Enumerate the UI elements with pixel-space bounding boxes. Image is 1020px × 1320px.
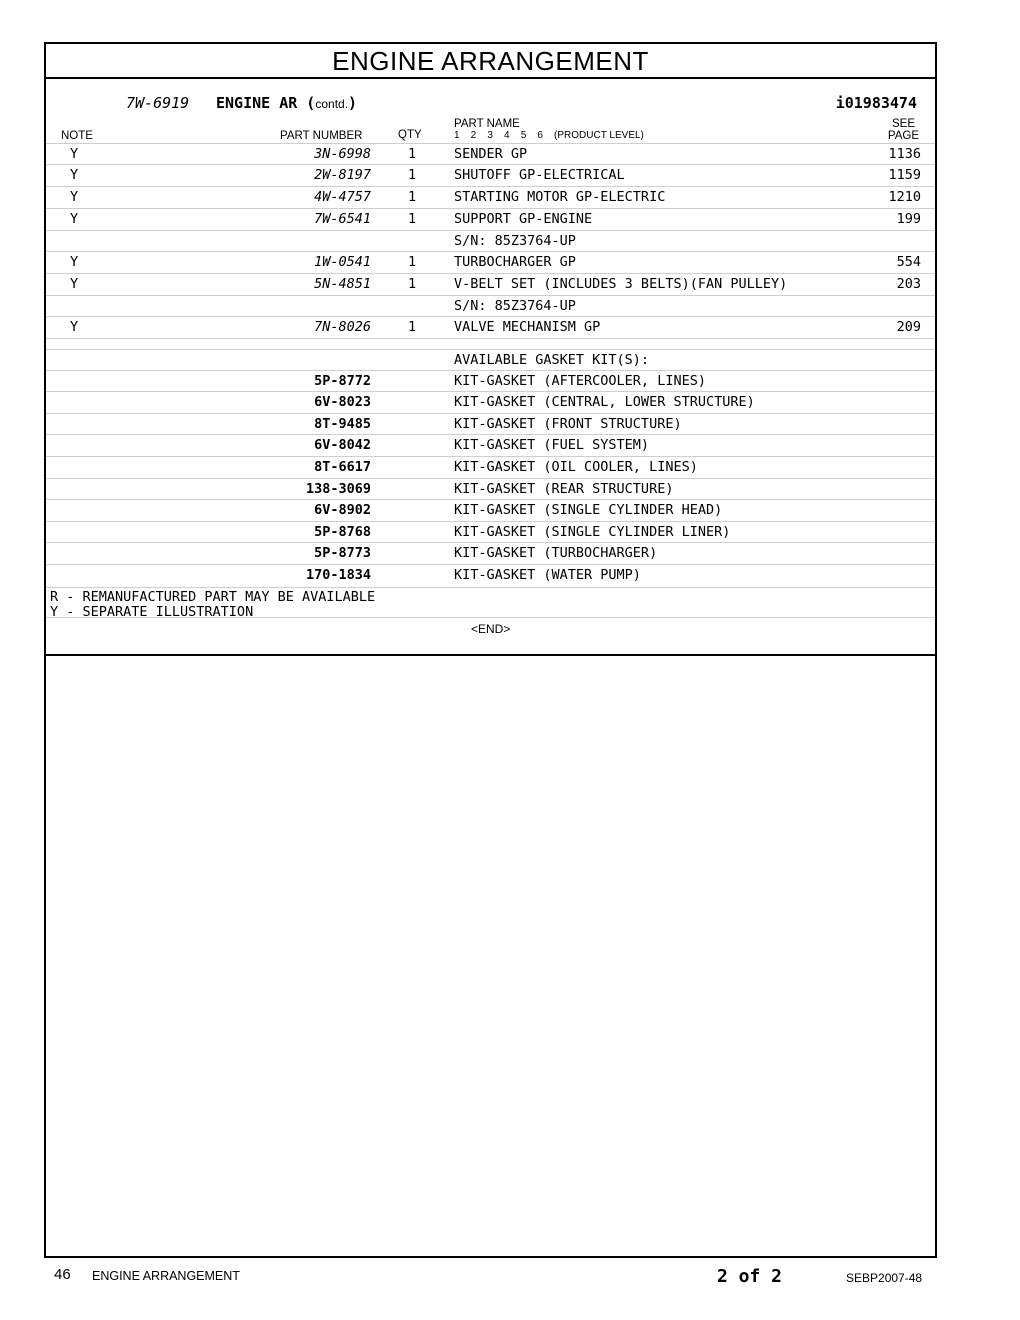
row-part-number: 138-3069 <box>305 481 371 497</box>
row-qty: 1 <box>408 189 417 205</box>
table-row <box>46 296 935 317</box>
col-part-number-header: PART NUMBER <box>280 130 363 142</box>
footer-page-of: 2 of 2 <box>717 1266 783 1287</box>
section-separator <box>46 654 935 656</box>
table-row <box>46 144 935 165</box>
table-row <box>46 371 935 392</box>
table-row <box>46 414 935 435</box>
row-part-name: SUPPORT GP-ENGINE <box>454 211 593 227</box>
footer-page-number: 46 <box>54 1266 71 1283</box>
page-footer <box>0 1266 1020 1290</box>
group-header <box>46 94 935 114</box>
col-note-header: NOTE <box>61 130 93 142</box>
row-divider <box>46 617 935 618</box>
table-row <box>46 274 935 295</box>
table-row <box>46 522 935 543</box>
row-part-name: KIT-GASKET (SINGLE CYLINDER HEAD) <box>454 502 723 518</box>
row-part-number: 2W-8197 <box>314 167 371 183</box>
row-see-page: 203 <box>896 276 921 292</box>
row-part-number: 170-1834 <box>305 567 371 583</box>
group-name <box>216 94 357 112</box>
row-part-number: 6V-8023 <box>314 394 371 410</box>
row-part-name: KIT-GASKET (TURBOCHARGER) <box>454 545 658 561</box>
footer-doc-number: SEBP2007-48 <box>846 1271 923 1285</box>
table-row <box>46 479 935 500</box>
row-part-name: V-BELT SET (INCLUDES 3 BELTS)(FAN PULLEY) <box>454 276 788 292</box>
row-qty: 1 <box>408 254 417 270</box>
table-row <box>46 543 935 564</box>
row-note: Y <box>70 254 79 270</box>
row-part-number: 8T-9485 <box>314 416 371 432</box>
row-part-number: 7W-6541 <box>314 211 371 227</box>
footer-section: ENGINE ARRANGEMENT <box>92 1269 240 1283</box>
row-part-number: 4W-4757 <box>314 189 371 205</box>
table-row <box>46 565 935 586</box>
row-part-number: 6V-8902 <box>314 502 371 518</box>
table-row <box>46 457 935 478</box>
row-note: Y <box>70 211 79 227</box>
table-row <box>46 392 935 413</box>
row-part-name: KIT-GASKET (CENTRAL, LOWER STRUCTURE) <box>454 394 755 410</box>
table-row <box>46 252 935 273</box>
row-see-page: 1136 <box>888 146 921 162</box>
row-see-page: 554 <box>896 254 921 270</box>
row-part-number: 5P-8773 <box>314 545 371 561</box>
row-qty: 1 <box>408 319 417 335</box>
row-see-page: 209 <box>896 319 921 335</box>
row-part-name: VALVE MECHANISM GP <box>454 319 601 335</box>
table-row <box>46 500 935 521</box>
row-note: Y <box>70 146 79 162</box>
table-row <box>46 231 935 252</box>
row-see-page: 1210 <box>888 189 921 205</box>
row-see-page: 199 <box>896 211 921 227</box>
row-part-name: TURBOCHARGER GP <box>454 254 576 270</box>
row-see-page: 1159 <box>888 167 921 183</box>
page-title: ENGINE ARRANGEMENT <box>46 44 935 79</box>
legend-remanufactured: R - REMANUFACTURED PART MAY BE AVAILABLE <box>50 589 376 605</box>
col-qty-header: QTY <box>398 129 422 141</box>
row-part-number: 3N-6998 <box>314 146 371 162</box>
row-part-name: KIT-GASKET (OIL COOLER, LINES) <box>454 459 698 475</box>
row-part-name: SHUTOFF GP-ELECTRICAL <box>454 167 625 183</box>
group-number: 7W-6919 <box>126 94 190 112</box>
row-part-number: 7N-8026 <box>314 319 371 335</box>
row-part-name: SENDER GP <box>454 146 528 162</box>
row-part-name: KIT-GASKET (SINGLE CYLINDER LINER) <box>454 524 731 540</box>
table-row <box>46 165 935 186</box>
row-part-name: KIT-GASKET (FUEL SYSTEM) <box>454 437 650 453</box>
illustration-id: i01983474 <box>835 94 917 112</box>
table-row <box>46 435 935 456</box>
row-part-name: AVAILABLE GASKET KIT(S): <box>454 352 650 368</box>
row-part-name: KIT-GASKET (FRONT STRUCTURE) <box>454 416 682 432</box>
row-part-number: 1W-0541 <box>314 254 371 270</box>
table-row <box>46 350 935 371</box>
page-frame <box>44 42 937 1258</box>
row-qty: 1 <box>408 167 417 183</box>
col-part-name-header: PART NAME <box>454 118 520 130</box>
row-part-number: 5P-8772 <box>314 373 371 389</box>
col-page-header: PAGE <box>887 130 919 142</box>
row-note: Y <box>70 276 79 292</box>
group-name-text: ENGINE AR ( <box>216 94 316 112</box>
group-contd: contd. <box>315 97 349 111</box>
row-part-number: 5N-4851 <box>314 276 371 292</box>
col-see-header: SEE <box>891 118 915 130</box>
end-marker: <END> <box>471 622 511 636</box>
table-row <box>46 317 935 338</box>
row-part-name: KIT-GASKET (REAR STRUCTURE) <box>454 481 674 497</box>
row-part-name: KIT-GASKET (WATER PUMP) <box>454 567 641 583</box>
row-part-number: 5P-8768 <box>314 524 371 540</box>
row-part-number: 8T-6617 <box>314 459 371 475</box>
table-row <box>46 209 935 230</box>
group-name-close: ) <box>348 94 358 112</box>
row-part-number: 6V-8042 <box>314 437 371 453</box>
row-note: Y <box>70 189 79 205</box>
legend-separate-illustration: Y - SEPARATE ILLUSTRATION <box>50 604 254 620</box>
row-part-name: STARTING MOTOR GP-ELECTRIC <box>454 189 666 205</box>
row-note: Y <box>70 319 79 335</box>
row-part-name: S/N: 85Z3764-UP <box>454 298 576 314</box>
row-part-name: S/N: 85Z3764-UP <box>454 233 576 249</box>
row-note: Y <box>70 167 79 183</box>
row-divider <box>46 587 935 588</box>
row-qty: 1 <box>408 211 417 227</box>
row-qty: 1 <box>408 146 417 162</box>
table-row <box>46 187 935 208</box>
row-qty: 1 <box>408 276 417 292</box>
col-product-level-header: 1 2 3 4 5 6 (PRODUCT LEVEL) <box>454 130 644 141</box>
row-part-name: KIT-GASKET (AFTERCOOLER, LINES) <box>454 373 706 389</box>
